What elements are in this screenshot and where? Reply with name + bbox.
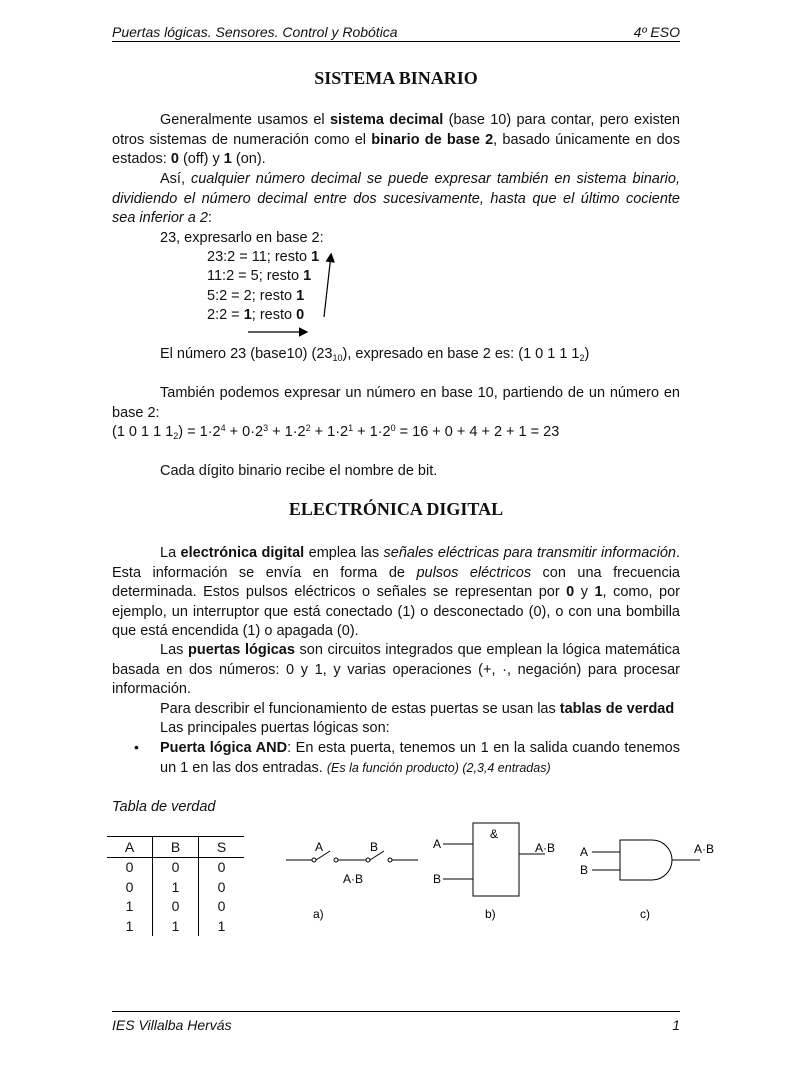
digital-intro-paragraph: La electrónica digital emplea las señales eléctricas para transmitir información. Esta información se envía en forma de pulsos eléctricos con una frecuencia determinada. Estos pulsos eléctricos o señales se representan por 0 y 1, como, por ejemplo, un interruptor que está conectado (1) o desconectado (0), o con una bombilla que está encendida (1) o apagada (0). — [112, 545, 680, 639]
table-row — [107, 877, 244, 897]
table-cell: 1 — [153, 877, 199, 897]
table-cell: 1 — [153, 916, 199, 936]
and-gate-description: Puerta lógica AND: En esta puerta, tenemos un 1 en la salida cuando tenemos un 1 en las dos entradas. (Es la función producto) (2,3,4 entradas) — [160, 740, 680, 776]
table-cell: 0 — [199, 857, 245, 877]
upward-arrow — [324, 255, 331, 317]
table-cell: 0 — [125, 878, 134, 895]
truth-tables-note: Para describir el funcionamiento de estas puertas se usan las tablas de verdad — [160, 701, 675, 717]
table-cell: 1 — [199, 916, 245, 936]
gate-input-a: A — [433, 837, 442, 851]
table-cell: 0 — [199, 877, 245, 897]
table-cell: 1 — [125, 898, 134, 915]
gate-input-b: B — [580, 863, 589, 877]
caption-b: b) — [485, 907, 496, 921]
gate-symbol: & — [490, 827, 499, 841]
division-step: 2:2 = 1; resto 0 — [207, 307, 305, 323]
bullet-marker: • — [134, 739, 139, 755]
and-gate-diagrams — [280, 815, 730, 930]
caption-c: c) — [640, 907, 650, 921]
gate-output: A·B — [535, 841, 556, 855]
table-row — [107, 857, 244, 877]
section-title-binary: SISTEMA BINARIO — [314, 68, 478, 88]
reading-direction-arrows — [240, 245, 340, 340]
gate-input-a: A — [580, 845, 589, 859]
table-cell: 0 — [153, 857, 199, 877]
diagram-iec-and-gate — [433, 823, 555, 921]
switch-output-label: A·B — [343, 872, 364, 886]
conversion-formula: (1 0 1 1 $1_2) = 1\cdot 2^4 + 0\cdot 2^3 + 1\cdot 2^2 + 1\cdot 2^1 + 1\cdot 2^0 = 16 + 0 + 4 + 2 + 1 = 23$ — [112, 423, 560, 441]
table-cell: 0 — [153, 897, 199, 917]
header-title: Puertas lógicas. Sensores. Control y Robótica — [112, 24, 398, 40]
header-course: 4º ESO — [633, 24, 680, 40]
page-header — [112, 23, 680, 42]
section-title-digital: ELECTRÓNICA DIGITAL — [288, 499, 504, 519]
column-header: B — [153, 837, 199, 858]
example-intro: 23, expresarlo en base 2: — [160, 230, 324, 246]
switch-label-b: B — [370, 840, 379, 854]
column-header: S — [199, 837, 245, 858]
table-row — [107, 916, 244, 936]
table-row — [107, 897, 244, 917]
logic-gates-paragraph: Las puertas lógicas son circuitos integrados que emplean la lógica matemática basada en dos números: 0 y 1, y varias operaciones (+, ·, negación) para procesar información. — [112, 642, 680, 697]
table-cell: 0 — [199, 897, 245, 917]
column-header: A — [107, 837, 153, 858]
table-caption: Tabla de verdad — [112, 799, 216, 815]
truth-table — [107, 836, 244, 936]
switch-label-a: A — [315, 840, 324, 854]
page-footer — [112, 1011, 680, 1034]
gate-input-b: B — [433, 872, 442, 886]
diagram-series-switches — [286, 840, 418, 921]
table-header-row — [107, 837, 244, 858]
page-number: 1 — [672, 1017, 680, 1033]
table-cell: 1 — [125, 917, 134, 934]
bit-note: Cada dígito binario recibe el nombre de bit. — [160, 463, 438, 479]
base10-paragraph: También podemos expresar un número en base 10, partiendo de un número en base 2: — [112, 385, 680, 421]
table-cell: 0 — [125, 859, 134, 876]
diagram-ansi-and-gate — [580, 840, 714, 921]
gate-output: A·B — [694, 842, 715, 856]
footer-school: IES Villalba Hervás — [112, 1017, 232, 1033]
division-step: 5:2 = 2; resto 1 — [207, 288, 305, 304]
binary-result: El número 23 (base10) $(23_{10})$, expresado en base 2 es: (1 0 1 1 $1_2$) — [160, 346, 590, 363]
division-step: 11:2 = 5; resto 1 — [207, 268, 312, 284]
main-gates-intro: Las principales puertas lógicas son: — [160, 720, 390, 736]
binary-intro-paragraph: Generalmente usamos el sistema decimal (base 10) para contar, pero existen otros sistemas de numeración como el binario de base 2, basado únicamente en dos estados: 0 (off) y 1 (on). — [112, 112, 681, 167]
binary-method-paragraph: Así, cualquier número decimal se puede expresar también en sistema binario, dividiendo el número decimal entre dos sucesivamente, hasta que el último cociente sea inferior a 2: — [112, 171, 680, 226]
caption-a: a) — [313, 907, 324, 921]
division-step: 23:2 = 11; resto 1 — [207, 249, 320, 265]
